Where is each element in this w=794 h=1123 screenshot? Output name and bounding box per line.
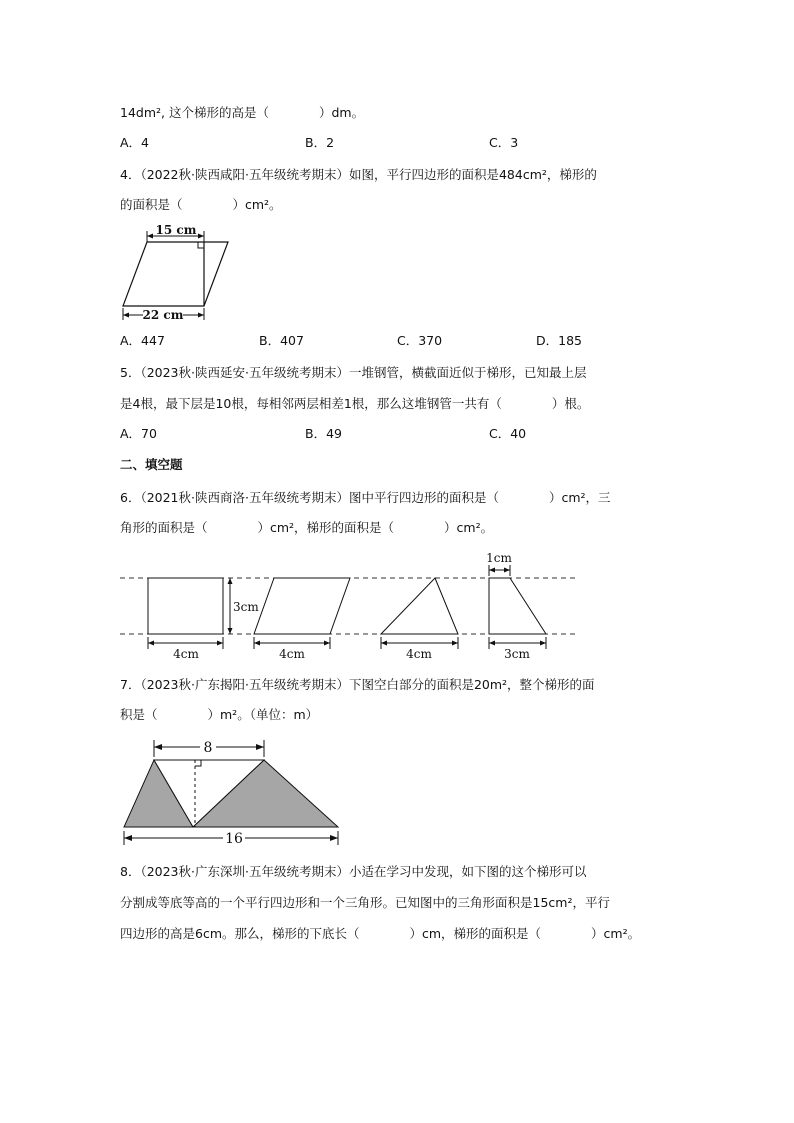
q4-option-d: D．185	[536, 333, 582, 348]
q6-trap-base-label: 3cm	[504, 647, 530, 661]
q8-text-line-3: 四边形的高是6cm。那么，梯形的下底长（ ）cm，梯形的面积是（ ）cm²。	[120, 926, 641, 941]
q4-parallelogram	[123, 242, 228, 306]
q4-bottom-label: 22 cm	[142, 308, 184, 322]
q8-text-line-2: 分割成等底等高的一个平行四边形和一个三角形。已知图中的三角形面积是15cm²，平行	[120, 895, 610, 910]
q6-rectangle	[148, 578, 223, 634]
q6-para-base-label: 4cm	[279, 647, 305, 661]
section-title: 二、填空题	[120, 457, 183, 472]
q5-text-line-1: 5．（2023秋·陕西延安·五年级统考期末）一堆钢管，横截面近似于梯形，已知最上层	[120, 365, 587, 380]
q6-rect-base-label: 4cm	[173, 647, 199, 661]
q8-text-line-1: 8．（2023秋·广东深圳·五年级统考期末）小适在学习中发现，如下图的这个梯形可以	[120, 864, 587, 879]
q6-height-label: 3cm	[233, 600, 259, 614]
q7-text-line-1: 7．（2023秋·广东揭阳·五年级统考期末）下图空白部分的面积是20m²，整个梯形的面	[120, 677, 595, 692]
q6-tri-base-label: 4cm	[406, 647, 432, 661]
q4-option-c: C．370	[397, 333, 443, 348]
q5-text-line-2: 是4根，最下层是10根，每相邻两层相差1根，那么这堆钢管一共有（ ）根。	[120, 396, 590, 411]
q6-trap-top-label: 1cm	[486, 551, 512, 565]
q3-option-b: B．2	[305, 135, 335, 150]
q6-parallelogram	[254, 578, 350, 634]
q4-figure	[115, 220, 235, 325]
q4-text-line-1: 4．（2022秋·陕西咸阳·五年级统考期末）如图，平行四边形的面积是484cm²，梯形的	[120, 167, 597, 182]
q7-figure	[120, 735, 345, 850]
q6-text-line-2: 角形的面积是（ ）cm²，梯形的面积是（ ）cm²。	[120, 520, 494, 535]
q3-option-a: A．4	[120, 135, 150, 150]
q5-option-c: C．40	[489, 426, 527, 441]
q4-text-line-2: 的面积是（ ）cm²。	[120, 197, 282, 212]
q5-option-a: A．70	[120, 426, 157, 441]
q3-text-line-1: 14dm², 这个梯形的高是（ ）dm。	[120, 105, 365, 120]
q6-figure	[110, 545, 585, 667]
q5-option-b: B．49	[305, 426, 342, 441]
q7-bottom-label: 16	[225, 831, 243, 847]
q4-option-a: A．447	[120, 333, 165, 348]
q6-text-line-1: 6．（2021秋·陕西商洛·五年级统考期末）图中平行四边形的面积是（ ）cm²，三	[120, 490, 611, 505]
q4-top-label: 15 cm	[155, 223, 197, 237]
q7-top-label: 8	[203, 740, 213, 756]
q4-option-b: B．407	[259, 333, 304, 348]
q7-text-line-2: 积是（ ）m²。（单位：m）	[120, 707, 319, 722]
q3-option-c: C．3	[489, 135, 519, 150]
q6-triangle	[381, 578, 458, 634]
q6-trapezoid	[489, 578, 546, 634]
